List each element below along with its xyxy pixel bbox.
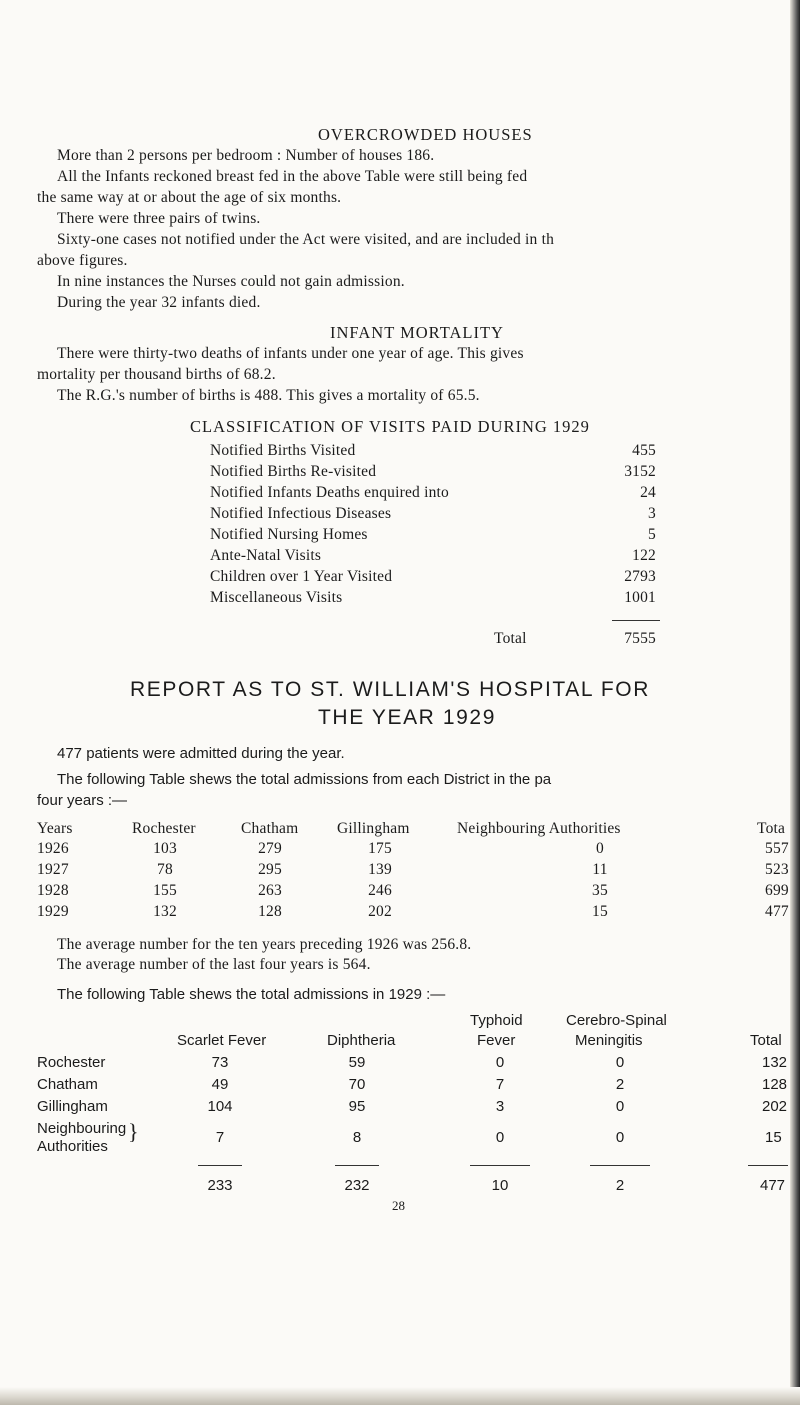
- infant-line-2: mortality per thousand births of 68.2.: [37, 366, 276, 383]
- total-rule-cerebro: [590, 1165, 650, 1166]
- disease-row-3-total: 202: [762, 1098, 788, 1115]
- disease-row-4-diphtheria: 8: [352, 1129, 362, 1146]
- disease-total-diphtheria: 232: [344, 1177, 370, 1194]
- district-row-4-rochester: 132: [153, 903, 177, 920]
- visit-label-4: Notified Infectious Diseases: [210, 505, 392, 522]
- disease-header-cerebro-2: Meningitis: [575, 1032, 643, 1049]
- disease-row-1-diphtheria: 59: [348, 1054, 366, 1071]
- disease-row-2-cerebro: 2: [615, 1076, 625, 1093]
- district-header-total: Tota: [757, 820, 786, 837]
- disease-header-cerebro-1: Cerebro-Spinal: [566, 1012, 667, 1029]
- infant-line-3: The R.G.'s number of births is 488. This gives a mortality of 65.5.: [57, 387, 480, 404]
- district-row-4-neighbouring: 15: [592, 903, 608, 920]
- disease-row-2-district: Chatham: [37, 1076, 98, 1093]
- disease-intro: The following Table shews the total admissions in 1929 :—: [57, 986, 446, 1003]
- district-header-chatham: Chatham: [241, 820, 299, 837]
- district-row-3-year: 1928: [37, 882, 69, 899]
- overcrowded-line-4: There were three pairs of twins.: [57, 210, 261, 227]
- disease-row-4-total: 15: [765, 1129, 782, 1146]
- district-row-2-rochester: 78: [157, 861, 173, 878]
- overcrowded-line-8: During the year 32 infants died.: [57, 294, 261, 311]
- disease-row-3-scarlet: 104: [207, 1098, 233, 1115]
- overcrowded-title: OVERCROWDED HOUSES: [318, 125, 533, 144]
- district-row-4-total: 477: [765, 903, 789, 920]
- visit-value-4: 3: [648, 505, 656, 522]
- disease-total-scarlet: 233: [207, 1177, 233, 1194]
- district-row-3-neighbouring: 35: [592, 882, 608, 899]
- visit-value-8: 1001: [624, 589, 656, 606]
- total-rule-diphtheria: [335, 1165, 379, 1166]
- disease-row-1-total: 132: [762, 1054, 788, 1071]
- total-rule-scarlet: [198, 1165, 242, 1166]
- overcrowded-line-2: All the Infants reckoned breast fed in the above Table were still being fed: [57, 168, 528, 185]
- total-rule-typhoid: [470, 1165, 530, 1166]
- page-binding-edge: [790, 0, 800, 1405]
- district-row-2-year: 1927: [37, 861, 69, 878]
- visit-value-3: 24: [640, 484, 656, 501]
- disease-row-2-typhoid: 7: [495, 1076, 505, 1093]
- report-title-line-2: THE YEAR 1929: [318, 706, 496, 729]
- disease-row-4-scarlet: 7: [215, 1129, 225, 1146]
- overcrowded-line-1: More than 2 persons per bedroom : Number of houses 186.: [57, 147, 435, 164]
- disease-row-1-typhoid: 0: [495, 1054, 505, 1071]
- average-line-1: The average number for the ten years preceding 1926 was 256.8.: [57, 936, 472, 953]
- district-row-1-gillingham: 175: [368, 840, 392, 857]
- disease-row-1-district: Rochester: [37, 1054, 106, 1071]
- district-row-3-total: 699: [765, 882, 789, 899]
- district-row-1-chatham: 279: [258, 840, 282, 857]
- disease-row-2-diphtheria: 70: [348, 1076, 366, 1093]
- disease-row-3-diphtheria: 95: [348, 1098, 366, 1115]
- visits-total-label: Total: [494, 630, 527, 647]
- district-header-rochester: Rochester: [132, 820, 196, 837]
- overcrowded-line-5: Sixty-one cases not notified under the Act were visited, and are included in th: [57, 231, 555, 248]
- district-row-2-neighbouring: 11: [592, 861, 608, 878]
- report-admitted: 477 patients were admitted during the year.: [57, 745, 345, 762]
- report-title-line-1: REPORT AS TO ST. WILLIAM'S HOSPITAL FOR: [130, 678, 650, 701]
- visits-title: CLASSIFICATION OF VISITS PAID DURING 1929: [190, 417, 590, 436]
- visit-value-1: 455: [632, 442, 656, 459]
- district-row-4-chatham: 128: [258, 903, 282, 920]
- district-row-1-rochester: 103: [153, 840, 177, 857]
- district-row-1-year: 1926: [37, 840, 69, 857]
- report-intro-line-2: four years :—: [37, 792, 128, 809]
- average-line-2: The average number of the last four years is 564.: [57, 956, 371, 973]
- visit-label-3: Notified Infants Deaths enquired into: [210, 484, 449, 501]
- district-row-3-rochester: 155: [153, 882, 177, 899]
- infant-line-1: There were thirty-two deaths of infants under one year of age. This gives: [57, 345, 524, 362]
- disease-row-4-cerebro: 0: [615, 1129, 625, 1146]
- disease-header-typhoid-1: Typhoid: [470, 1012, 523, 1029]
- district-row-4-gillingham: 202: [368, 903, 392, 920]
- disease-row-4-typhoid: 0: [495, 1129, 505, 1146]
- page-number: 28: [392, 1198, 405, 1213]
- district-row-2-chatham: 295: [258, 861, 282, 878]
- disease-row-3-cerebro: 0: [615, 1098, 625, 1115]
- visits-total-rule: [612, 620, 660, 621]
- disease-row-2-total: 128: [762, 1076, 788, 1093]
- visit-label-1: Notified Births Visited: [210, 442, 356, 459]
- overcrowded-line-3: the same way at or about the age of six months.: [37, 189, 342, 206]
- visit-value-5: 5: [648, 526, 656, 543]
- visit-value-7: 2793: [624, 568, 656, 585]
- overcrowded-line-6: above figures.: [37, 252, 128, 269]
- district-row-1-neighbouring: 0: [596, 840, 604, 857]
- disease-row-4-district-line-2: Authorities: [37, 1138, 108, 1155]
- page-bottom-edge: [0, 1387, 800, 1405]
- total-rule-total: [748, 1165, 788, 1166]
- disease-header-typhoid-2: Fever: [477, 1032, 516, 1049]
- disease-total-total: 477: [760, 1177, 786, 1194]
- disease-row-4-district-line-1: Neighbouring: [37, 1120, 127, 1137]
- visit-label-6: Ante-Natal Visits: [210, 547, 322, 564]
- disease-row-1-cerebro: 0: [615, 1054, 625, 1071]
- visit-label-8: Miscellaneous Visits: [210, 589, 343, 606]
- district-row-4-year: 1929: [37, 903, 69, 920]
- district-header-years: Years: [37, 820, 73, 837]
- disease-total-cerebro: 2: [615, 1177, 625, 1194]
- visit-value-6: 122: [632, 547, 656, 564]
- visit-label-7: Children over 1 Year Visited: [210, 568, 393, 585]
- disease-row-3-typhoid: 3: [495, 1098, 505, 1115]
- disease-row-3-district: Gillingham: [37, 1098, 108, 1115]
- brace-icon: }: [128, 1119, 139, 1144]
- district-row-3-gillingham: 246: [368, 882, 392, 899]
- district-header-gillingham: Gillingham: [337, 820, 410, 837]
- district-row-3-chatham: 263: [258, 882, 282, 899]
- infant-mortality-title: INFANT MORTALITY: [330, 323, 504, 342]
- visit-label-5: Notified Nursing Homes: [210, 526, 368, 543]
- overcrowded-line-7: In nine instances the Nurses could not gain admission.: [57, 273, 405, 290]
- district-row-2-total: 523: [765, 861, 789, 878]
- district-row-1-total: 557: [765, 840, 789, 857]
- district-row-2-gillingham: 139: [368, 861, 392, 878]
- visits-total-value: 7555: [624, 630, 656, 647]
- disease-header-scarlet: Scarlet Fever: [177, 1032, 267, 1049]
- disease-header-diphtheria: Diphtheria: [327, 1032, 396, 1049]
- district-header-neighbouring: Neighbouring Authorities: [457, 820, 621, 837]
- disease-total-typhoid: 10: [491, 1177, 509, 1194]
- disease-row-1-scarlet: 73: [211, 1054, 229, 1071]
- visit-label-2: Notified Births Re-visited: [210, 463, 377, 480]
- visit-value-2: 3152: [624, 463, 656, 480]
- report-intro-line-1: The following Table shews the total admissions from each District in the pa: [57, 771, 552, 788]
- disease-header-total: Total: [750, 1032, 782, 1049]
- disease-row-2-scarlet: 49: [211, 1076, 229, 1093]
